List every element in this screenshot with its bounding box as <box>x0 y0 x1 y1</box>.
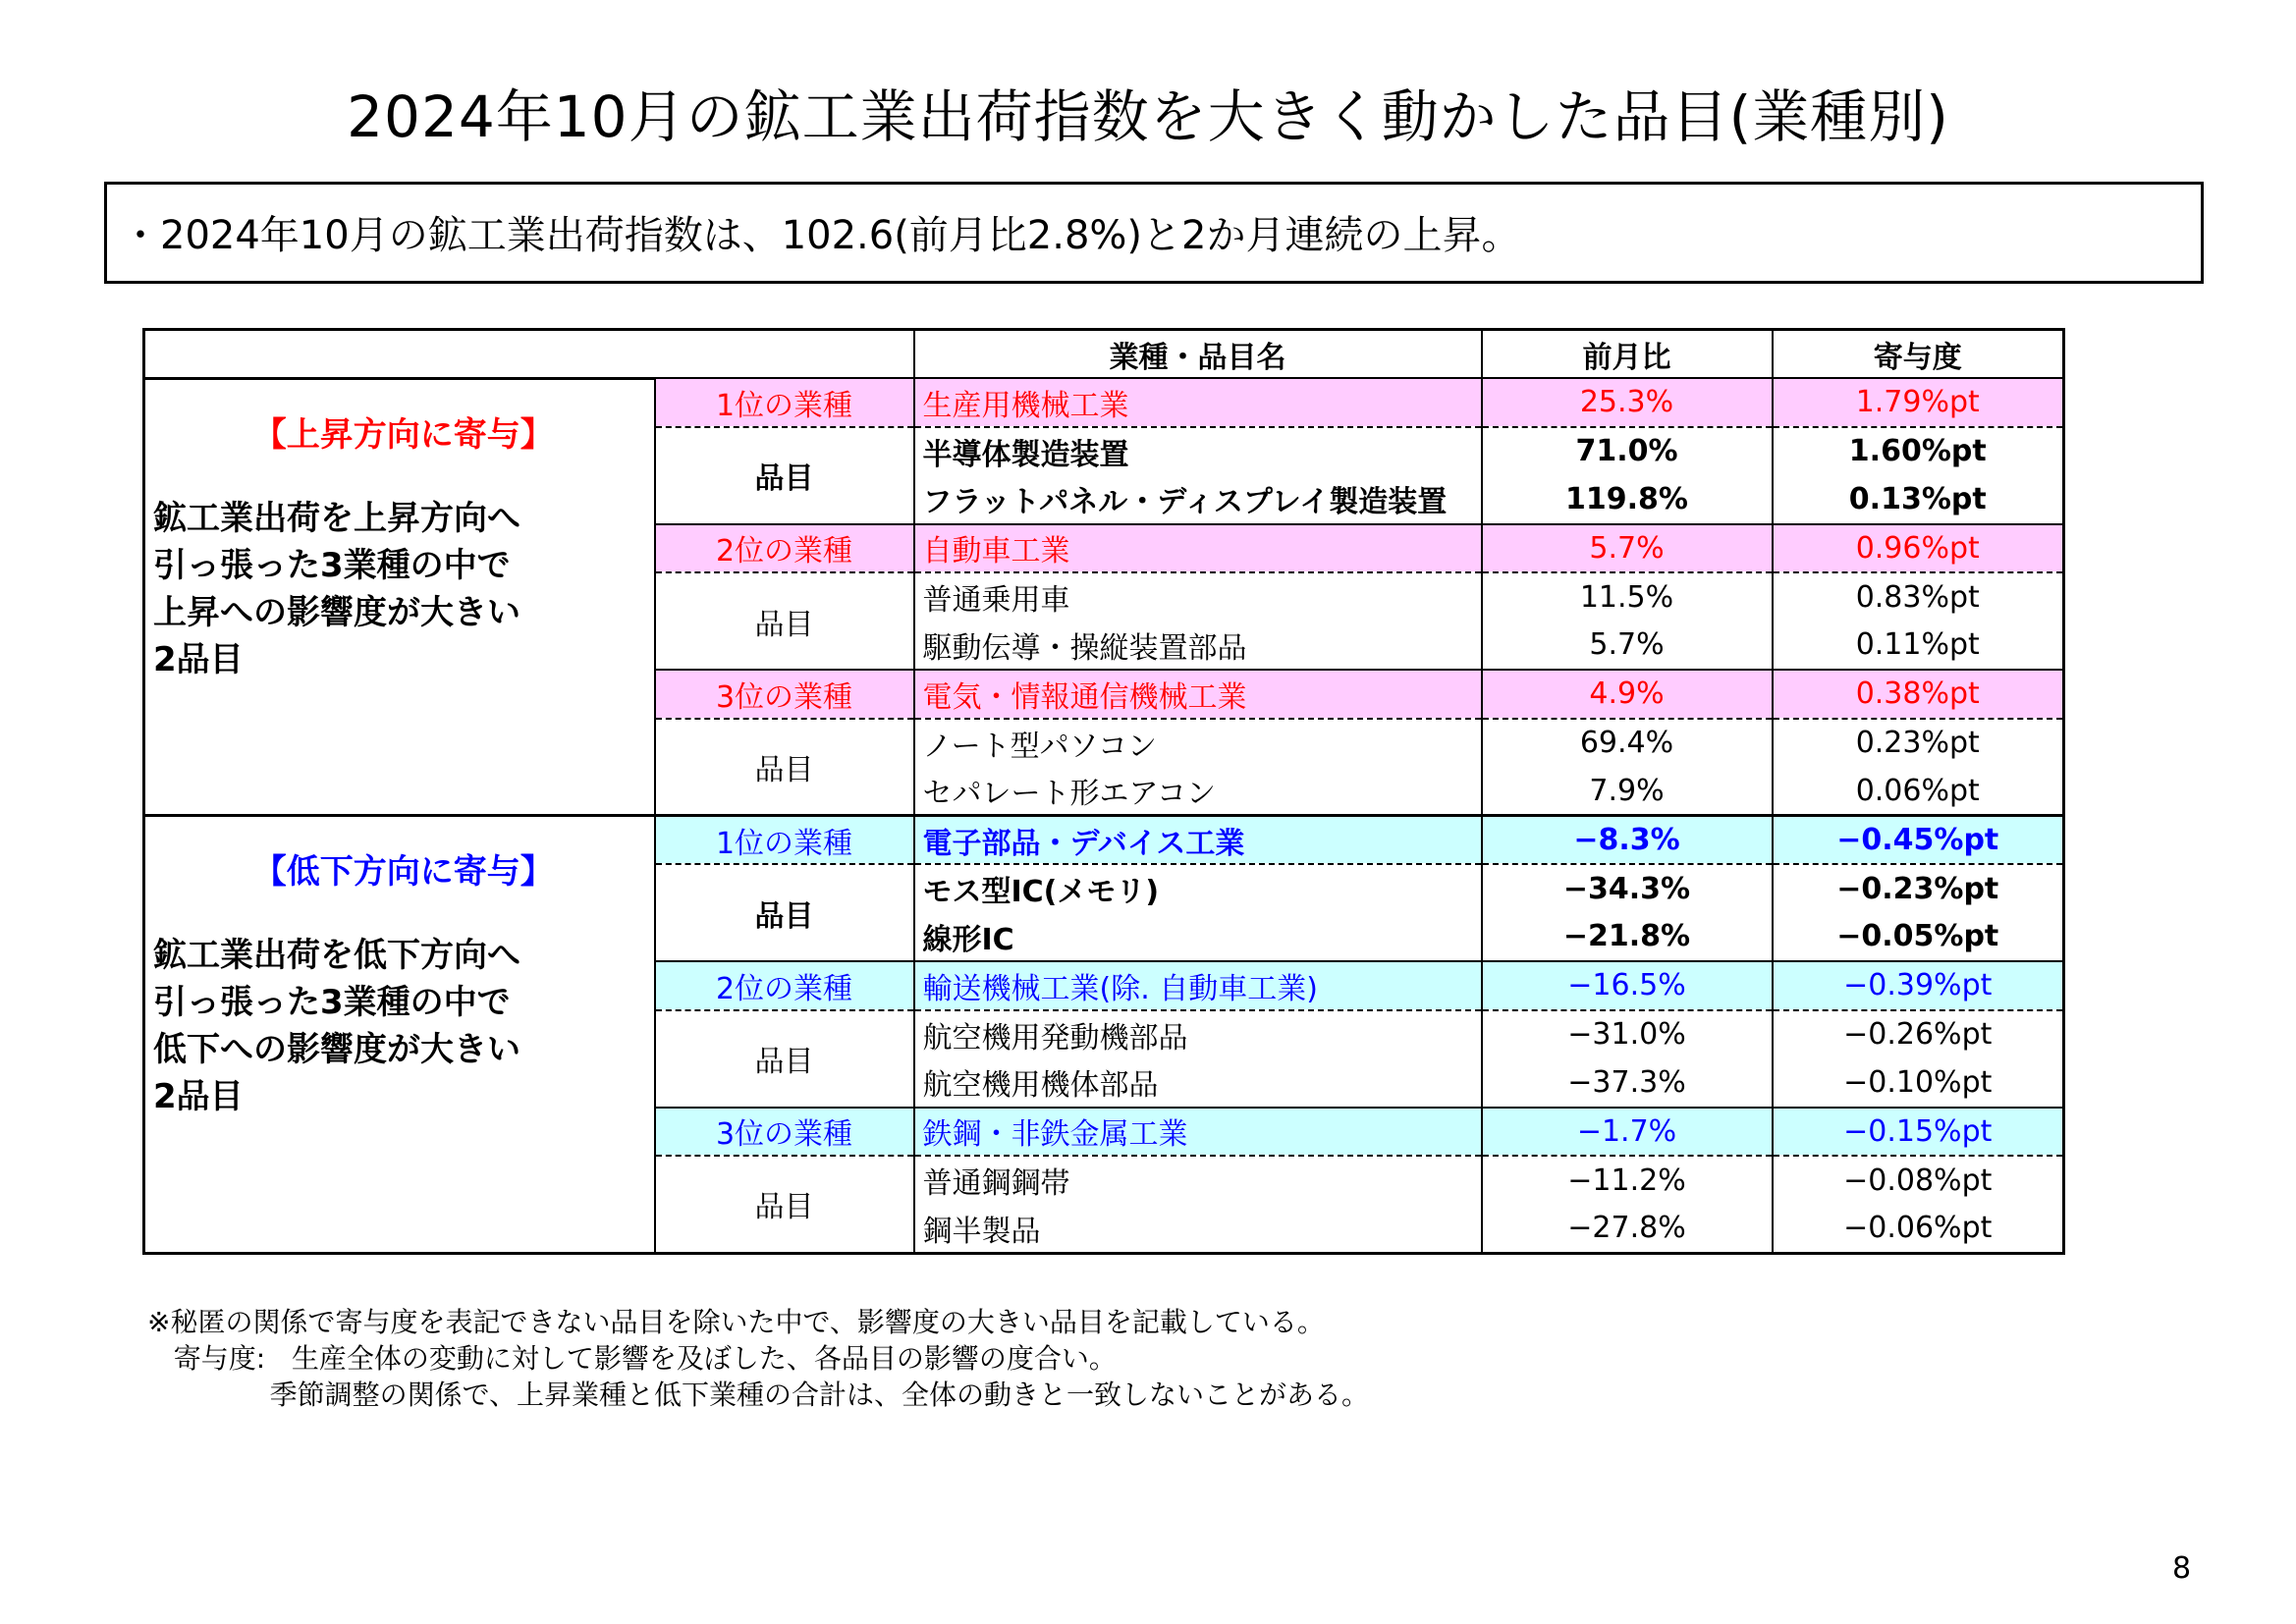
header-mom: 前月比 <box>1482 330 1773 379</box>
item-mom: 71.0% <box>1482 427 1773 476</box>
item-mom: 11.5% <box>1482 572 1773 622</box>
contribution-table <box>142 328 2065 1255</box>
item-label: 品目 <box>655 719 914 816</box>
item-label: 品目 <box>655 1156 914 1253</box>
item-name: 航空機用機体部品 <box>914 1058 1482 1108</box>
item-mom: 69.4% <box>1482 719 1773 768</box>
up-heading: 【上昇方向に寄与】 <box>252 414 554 455</box>
item-contrib: −0.05%pt <box>1773 913 2064 962</box>
item-name: 駆動伝導・操縦装置部品 <box>914 622 1482 671</box>
industry-mom: −1.7% <box>1482 1108 1773 1157</box>
industry-rank: 1位の業種 <box>655 378 914 427</box>
industry-mom: 25.3% <box>1482 378 1773 427</box>
industry-name: 輸送機械工業(除. 自動車工業) <box>914 961 1482 1010</box>
item-mom: −31.0% <box>1482 1010 1773 1059</box>
item-name: 半導体製造装置 <box>914 427 1482 476</box>
industry-contrib: −0.39%pt <box>1773 961 2064 1010</box>
item-contrib: −0.06%pt <box>1773 1205 2064 1254</box>
item-contrib: 0.83%pt <box>1773 572 2064 622</box>
item-contrib: −0.08%pt <box>1773 1156 2064 1205</box>
header-name: 業種・品目名 <box>914 330 1482 379</box>
industry-contrib: −0.15%pt <box>1773 1108 2064 1157</box>
item-mom: −11.2% <box>1482 1156 1773 1205</box>
down-section-label <box>144 816 655 1254</box>
industry-contrib: −0.45%pt <box>1773 816 2064 865</box>
item-contrib: 1.60%pt <box>1773 427 2064 476</box>
item-contrib: 0.23%pt <box>1773 719 2064 768</box>
table-header-row <box>144 330 2064 379</box>
industry-rank: 1位の業種 <box>655 816 914 865</box>
industry-contrib: 0.38%pt <box>1773 670 2064 719</box>
industry-name: 電子部品・デバイス工業 <box>914 816 1482 865</box>
industry-name: 生産用機械工業 <box>914 378 1482 427</box>
item-mom: −21.8% <box>1482 913 1773 962</box>
down-heading: 【低下方向に寄与】 <box>252 852 554 892</box>
note-contrib-label: 寄与度: <box>173 1342 266 1375</box>
header-blank <box>144 330 914 379</box>
note-line2: 生産全体の変動に対して影響を及ぼした、各品目の影響の度合い。 <box>291 1342 1117 1375</box>
item-mom: −37.3% <box>1482 1058 1773 1108</box>
industry-name: 鉄鋼・非鉄金属工業 <box>914 1108 1482 1157</box>
industry-rank: 3位の業種 <box>655 670 914 719</box>
item-name: 線形IC <box>914 913 1482 962</box>
industry-rank: 3位の業種 <box>655 1108 914 1157</box>
item-name: 鋼半製品 <box>914 1205 1482 1254</box>
page-number: 8 <box>2172 1551 2192 1586</box>
footnotes <box>147 1304 1369 1413</box>
industry-contrib: 0.96%pt <box>1773 524 2064 573</box>
item-mom: −34.3% <box>1482 864 1773 913</box>
industry-mom: −16.5% <box>1482 961 1773 1010</box>
item-name: セパレート形エアコン <box>914 767 1482 816</box>
table-row <box>144 378 2064 427</box>
item-name: 航空機用発動機部品 <box>914 1010 1482 1059</box>
down-description: 鉱工業出荷を低下方向へ 引っ張った3業種の中で 低下への影響度が大きい 2品目 <box>153 936 520 1116</box>
summary-box <box>104 182 2204 284</box>
item-mom: 5.7% <box>1482 622 1773 671</box>
item-name: 普通乗用車 <box>914 572 1482 622</box>
item-name: フラットパネル・ディスプレイ製造装置 <box>914 475 1482 524</box>
note-line1: ※秘匿の関係で寄与度を表記できない品目を除いた中で、影響度の大きい品目を記載している。 <box>147 1306 1325 1338</box>
page-title: 2024年10月の鉱工業出荷指数を大きく動かした品目(業種別) <box>347 83 1949 150</box>
up-description: 鉱工業出荷を上昇方向へ 引っ張った3業種の中で 上昇への影響度が大きい 2品目 <box>153 498 520 679</box>
item-contrib: −0.23%pt <box>1773 864 2064 913</box>
industry-rank: 2位の業種 <box>655 961 914 1010</box>
summary-text: ・2024年10月の鉱工業出荷指数は、102.6(前月比2.8%)と2か月連続の上昇。 <box>121 213 1521 258</box>
item-mom: 7.9% <box>1482 767 1773 816</box>
industry-name: 電気・情報通信機械工業 <box>914 670 1482 719</box>
item-contrib: −0.10%pt <box>1773 1058 2064 1108</box>
item-label: 品目 <box>655 572 914 670</box>
industry-mom: −8.3% <box>1482 816 1773 865</box>
item-contrib: 0.13%pt <box>1773 475 2064 524</box>
item-contrib: 0.06%pt <box>1773 767 2064 816</box>
item-mom: −27.8% <box>1482 1205 1773 1254</box>
table-row <box>144 816 2064 865</box>
industry-contrib: 1.79%pt <box>1773 378 2064 427</box>
industry-mom: 5.7% <box>1482 524 1773 573</box>
item-label: 品目 <box>655 427 914 524</box>
header-contrib: 寄与度 <box>1773 330 2064 379</box>
item-name: モス型IC(メモリ) <box>914 864 1482 913</box>
item-contrib: −0.26%pt <box>1773 1010 2064 1059</box>
industry-rank: 2位の業種 <box>655 524 914 573</box>
up-section-label <box>144 378 655 816</box>
item-contrib: 0.11%pt <box>1773 622 2064 671</box>
industry-name: 自動車工業 <box>914 524 1482 573</box>
industry-mom: 4.9% <box>1482 670 1773 719</box>
item-label: 品目 <box>655 1010 914 1108</box>
item-name: ノート型パソコン <box>914 719 1482 768</box>
note-line3: 季節調整の関係で、上昇業種と低下業種の合計は、全体の動きと一致しないことがある。 <box>269 1379 1370 1411</box>
item-name: 普通鋼鋼帯 <box>914 1156 1482 1205</box>
item-mom: 119.8% <box>1482 475 1773 524</box>
item-label: 品目 <box>655 864 914 961</box>
